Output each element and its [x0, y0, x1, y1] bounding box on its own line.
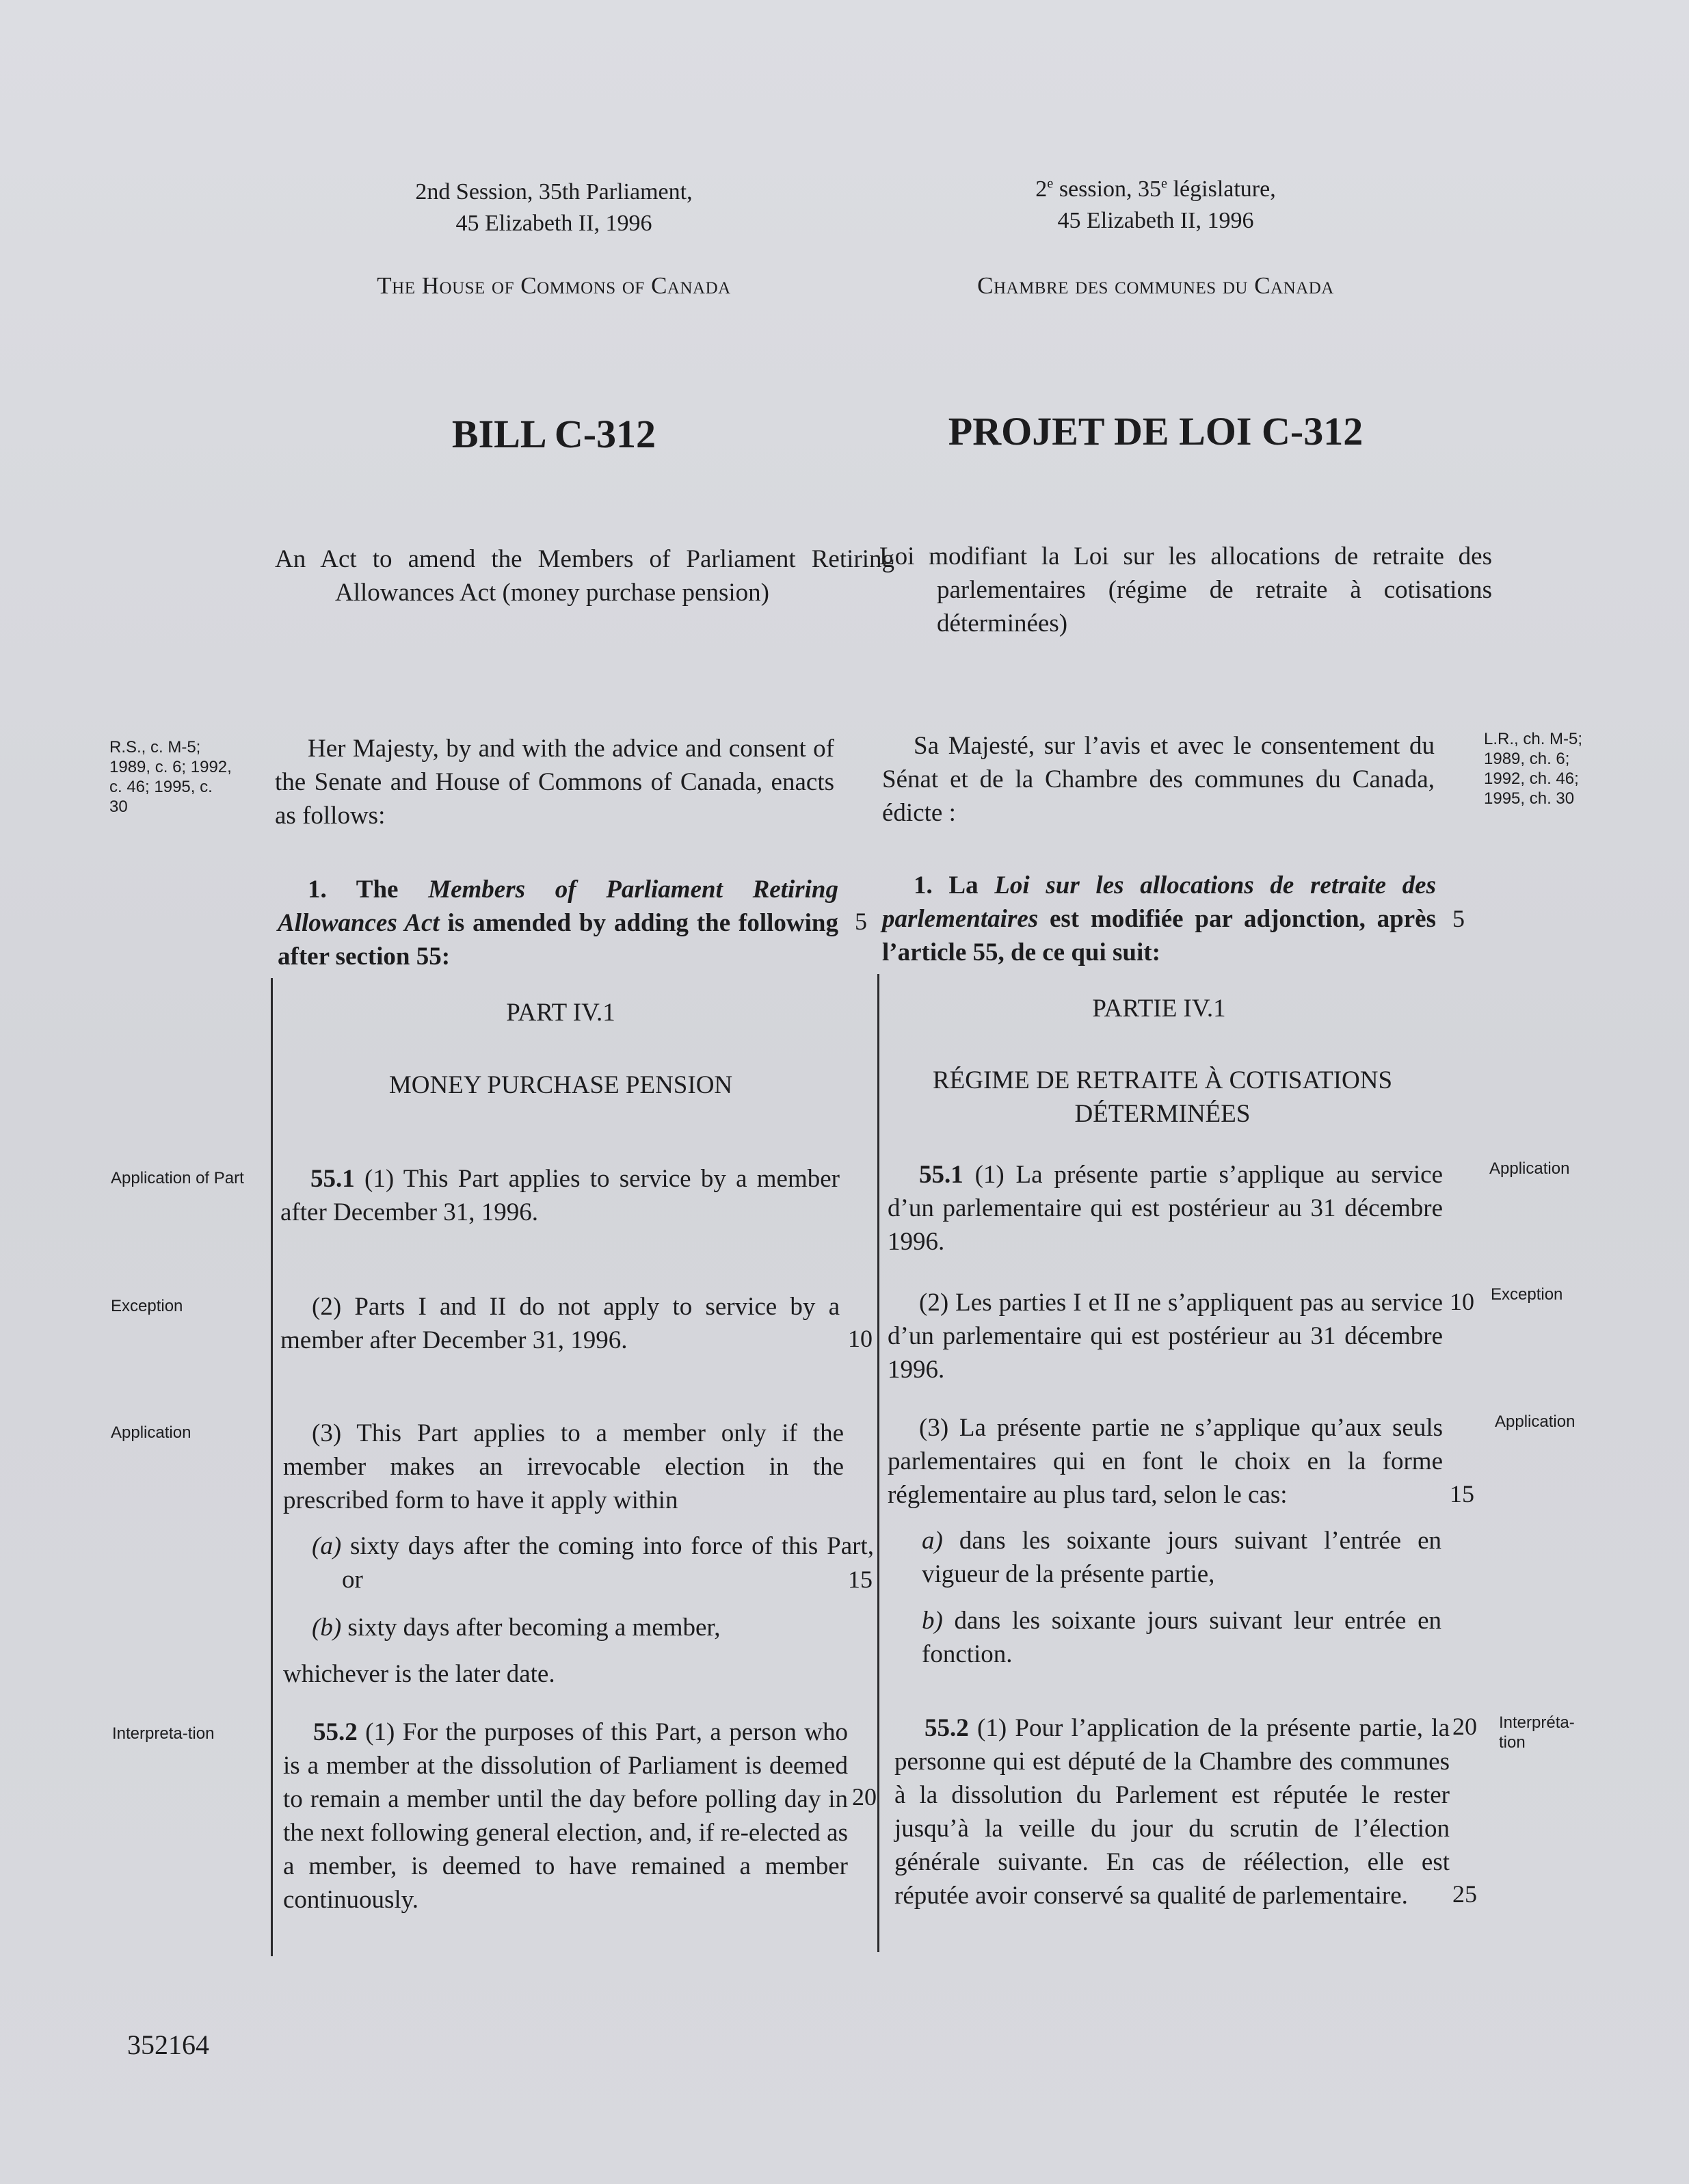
en-clause-1: 1. The Members of Parliament Retiring Allowances Act is amended by adding the following after section 55:	[278, 876, 839, 971]
en-session-header	[301, 176, 807, 239]
en-section-55-1-3-tail: whichever is the later date.	[283, 1660, 555, 1688]
fr-section-55-1-3-a: a) dans les soixante jours suivant l’entrée en vigueur de la présente partie,	[922, 1527, 1441, 1588]
fr-section-55-1-2: (2) Les parties I et II ne s’appliquent pas au service d’un parlementaire qui est postérieur au 31 décembre 1996.	[888, 1289, 1443, 1384]
en-margin-interpretation: Interpreta-tion	[112, 1724, 215, 1743]
fr-enacting-clause: Sa Majesté, sur l’avis et avec le consentement du Sénat et de la Chambre des communes du Canada, édicte :	[882, 732, 1435, 827]
fr-section-55-1-3: (3) La présente partie ne s’applique qu’aux seuls parlementaires qui en font le choix en la forme réglementaire au plus tard, selon le cas:	[888, 1414, 1443, 1509]
en-section-55-1-2: (2) Parts I and II do not apply to service by a member after December 31, 1996.	[280, 1293, 840, 1354]
fr-section-55-1-3-b: b) dans les soixante jours suivant leur entrée en fonction.	[922, 1607, 1441, 1668]
fr-section-55-1-1: 55.1 (1) La présente partie s’applique au service d’un parlementaire qui est postérieur au 31 décembre 1996.	[888, 1161, 1443, 1256]
en-part-subheading: MONEY PURCHASE PENSION	[388, 1071, 733, 1099]
center-column-rule	[877, 974, 879, 1952]
fr-line-number-10: 10	[1450, 1288, 1474, 1315]
fr-clause-1: 1. La Loi sur les allocations de retraite des parlementaires est modifiée par adjonction, après l’article 55, de ce qui suit:	[882, 871, 1436, 966]
fr-session-line2: 45 Elizabeth II, 1996	[1057, 208, 1254, 233]
en-session-line1: 2nd Session, 35th Parliament,	[415, 179, 693, 205]
fr-bill-title: PROJET DE LOI C-312	[948, 409, 1364, 453]
en-enacting-clause: Her Majesty, by and with the advice and consent of the Senate and House of Commons of Canada, enacts as follows:	[275, 735, 834, 830]
fr-part-heading: PARTIE IV.1	[1092, 995, 1226, 1023]
en-margin-application: Application	[111, 1423, 191, 1442]
en-section-55-2-1: 55.2 (1) For the purposes of this Part, a person who is a member at the dissolution of Parliament is deemed to remain a member until the day before polling day in the next following general election, and, if re-elected as a member, is deemed to have remained a member continuously.	[283, 1718, 848, 1914]
left-column-rule	[271, 978, 273, 1956]
en-bill-title: BILL C-312	[451, 412, 656, 456]
fr-line-number-15: 15	[1450, 1480, 1474, 1508]
en-line-number-10: 10	[848, 1325, 873, 1352]
en-long-title: An Act to amend the Members of Parliament Retiring Allowances Act (money purchase pension)	[275, 545, 894, 607]
document-number: 352164	[127, 2029, 209, 2060]
en-line-number-20: 20	[852, 1783, 877, 1811]
en-section-55-1-3: (3) This Part applies to a member only if the member makes an irrevocable election in the prescribed form to have it apply within	[283, 1419, 844, 1514]
en-margin-application-of-part: Application of Part	[111, 1169, 244, 1187]
en-margin-exception: Exception	[111, 1297, 183, 1315]
fr-margin-exception: Exception	[1491, 1285, 1563, 1304]
fr-line-number-5: 5	[1452, 905, 1465, 932]
en-session-line2: 45 Elizabeth II, 1996	[455, 211, 652, 236]
fr-house-name: Chambre des communes du Canada	[977, 272, 1334, 299]
fr-long-title: Loi modifiant la Loi sur les allocations de retraite des parlementaires (régime de retraite à cotisations déterminées)	[879, 542, 1492, 637]
fr-part-subheading: RÉGIME DE RETRAITE À COTISATIONS DÉTERMINÉES	[932, 1066, 1393, 1128]
en-section-55-1-1: 55.1 (1) This Part applies to service by a member after December 31, 1996.	[280, 1165, 840, 1226]
en-section-55-1-3-b: (b) sixty days after becoming a member,	[312, 1614, 721, 1642]
en-line-number-5: 5	[855, 908, 867, 935]
fr-session-header	[903, 174, 1409, 237]
en-section-55-1-3-a: (a) sixty days after the coming into force of this Part, or	[312, 1532, 874, 1594]
fr-margin-application-2: Application	[1495, 1412, 1575, 1431]
fr-session-line1: 2e session, 35e législature,	[1035, 176, 1276, 202]
en-margin-citation: R.S., c. M-5; 1989, c. 6; 1992, c. 46; 1995, c. 30	[109, 738, 232, 816]
fr-margin-citation: L.R., ch. M-5; 1989, ch. 6; 1992, ch. 46; 1995, ch. 30	[1484, 730, 1583, 808]
fr-line-number-20: 20	[1452, 1713, 1477, 1740]
fr-section-55-2-1: 55.2 (1) Pour l’application de la présente partie, la personne qui est député de la Chambre des communes à la dissolution du Parlement est réputée le rester jusqu’à la veille du jour du scrutin de l’élection générale suivante. En cas de réélection, elle est réputée avoir conservé sa qualité de parlementaire.	[894, 1714, 1450, 1910]
fr-line-number-25: 25	[1452, 1880, 1477, 1908]
fr-margin-interpretation: Interpréta-tion	[1499, 1713, 1575, 1752]
en-house-name: The House of Commons of Canada	[377, 272, 731, 299]
en-line-number-15: 15	[848, 1566, 873, 1593]
en-part-heading: PART IV.1	[506, 999, 615, 1027]
fr-margin-application: Application	[1489, 1159, 1570, 1178]
